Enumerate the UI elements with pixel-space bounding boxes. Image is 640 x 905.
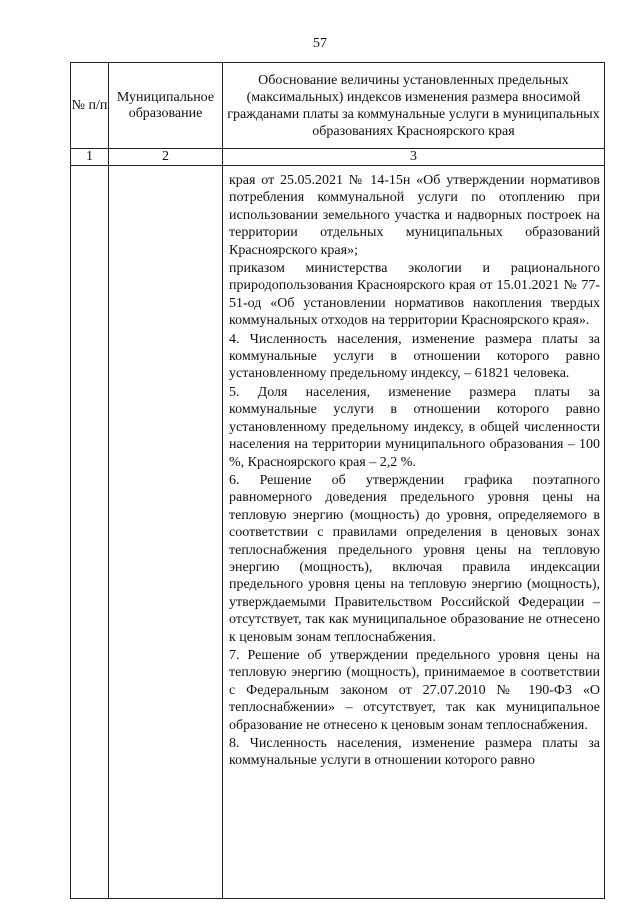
column-number-2: 2 [109, 149, 223, 166]
header-justification-label: Обоснование величины установленных предельных (максимальных) индексов изменения размера вносимой гражданами платы за коммунальные услуги в муниципальных образованиях Красноярского края [227, 72, 600, 139]
header-number-cell [71, 63, 109, 149]
paragraph: приказом министерства экологии и рационального природопользования Красноярского края от 15.01.2021 № 77-51-од «Об установлении нормативов накопления твердых коммунальных отходов на территории Красноярского края». [229, 261, 600, 329]
header-number-label: № п/п [71, 97, 108, 113]
row-justification-cell [223, 166, 605, 899]
row-municipality-cell [109, 166, 223, 899]
column-number-3: 3 [223, 149, 605, 166]
page-number: 57 [313, 36, 327, 51]
paragraph: 6. Решение об утверждении графика поэтапного равномерного доведения предельного уровня цены на тепловую энергию (мощность) до уровня, определяемого в соответствии с правилами определения в ценовых зонах теплоснабжения предельного уровня цены на тепловую энергию (мощность), включая правила индексации предельного уровня цены на тепловую энергию (мощность), утверждаемыми Правительством Российской Федерации – отсутствует, так как муниципальное образование не отнесено к ценовым зонам теплоснабжения. [229, 472, 600, 645]
justification-table [70, 62, 605, 899]
row-number-cell [71, 166, 109, 899]
paragraph: 5. Доля населения, изменение размера платы за коммунальные услуги в отношении которого равно установленному предельному индексу, в общей численности населения на территории муниципального образования – 100 %, Красноярского края – 2,2 %. [229, 384, 600, 470]
column-number-1: 1 [71, 149, 109, 166]
table-row [71, 166, 605, 899]
paragraph: 7. Решение об утверждении предельного уровня цены на тепловую энергию (мощность), принимаемое в соответствии с Федеральным законом от 27.07.2010 № 190-ФЗ «О теплоснабжении» – отсутствует, так как муниципальное образование не отнесено к ценовым зонам теплоснабжения. [229, 647, 600, 733]
table-header-row [71, 63, 605, 149]
column-numbers-row [71, 149, 605, 166]
paragraph: края от 25.05.2021 № 14-15н «Об утверждении нормативов потребления коммунальной услуги по отоплению при использовании земельного участка и надворных построек на территории отдельных муниципальных образований Красноярского края»; [229, 173, 600, 258]
paragraph: 8. Численность населения, изменение размера платы за коммунальные услуги в отношении которого равно [229, 736, 600, 769]
paragraph: 4. Численность населения, изменение размера платы за коммунальные услуги в отношении которого равно установленному предельному индексу, – 61821 человека. [229, 331, 600, 382]
justification-text [223, 166, 604, 770]
header-municipality-cell [109, 63, 223, 149]
header-justification-cell [223, 63, 605, 149]
header-municipality-label: Муниципальное образование [116, 89, 215, 121]
